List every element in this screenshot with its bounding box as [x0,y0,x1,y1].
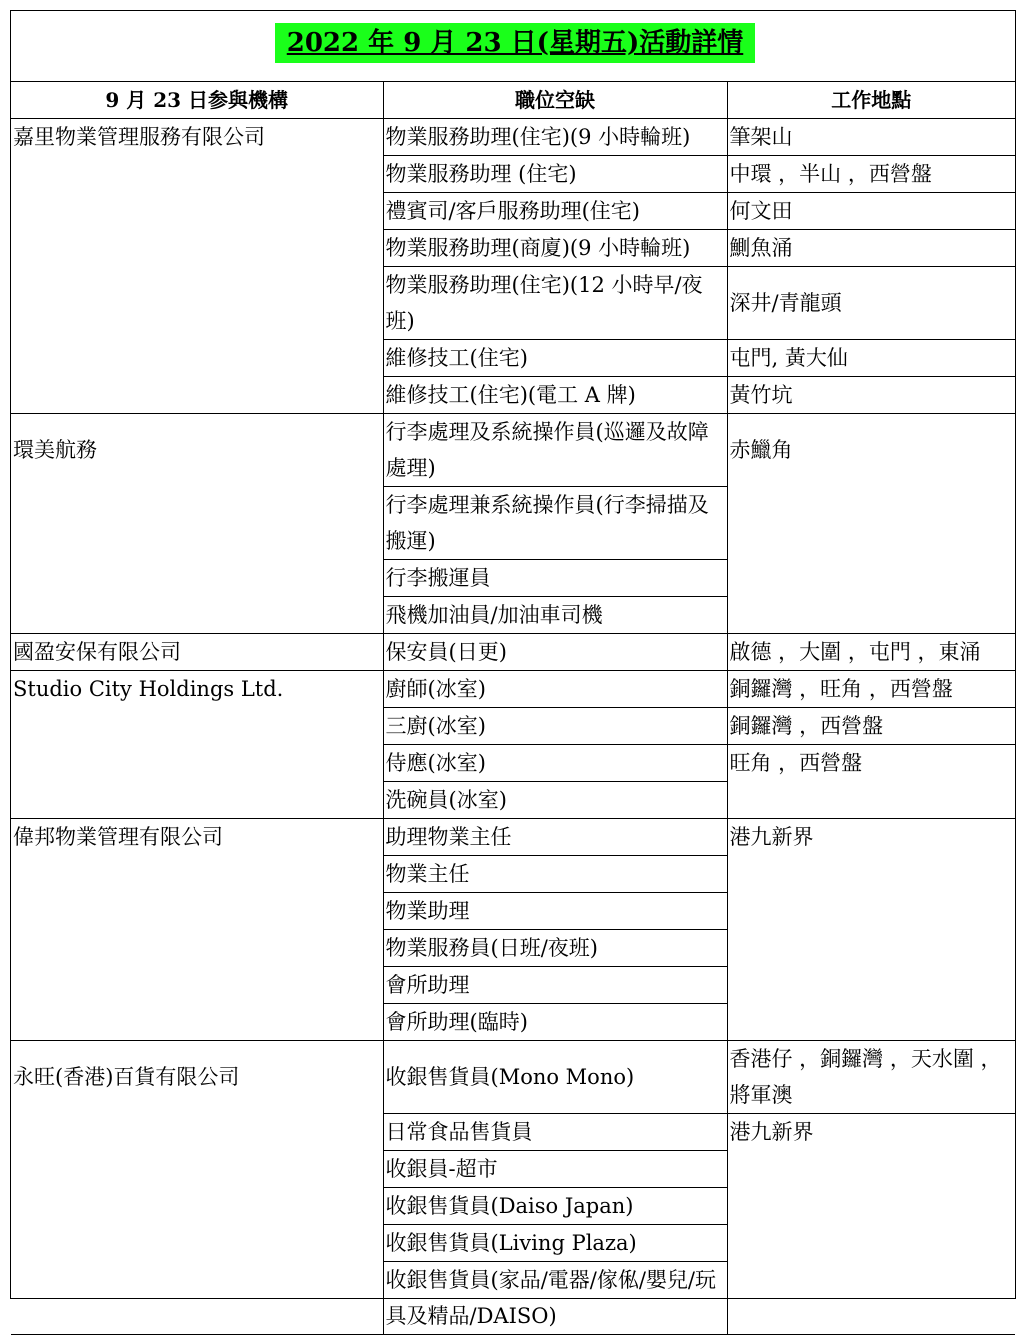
vacancy-cell: 行李處理兼系統操作員(行李掃描及搬運) [383,487,727,560]
organization-label: 環美航務 [13,438,97,462]
vacancy-cell: 助理物業主任 [383,819,727,856]
location-cell: 深井/青龍頭 [727,267,1015,340]
location-cell: 啟德 ，大圍 ，屯門 ，東涌 [727,634,1015,671]
organization-cell [11,414,383,634]
location-cell [727,414,1015,634]
location-cell: 銅鑼灣 ，旺角 ，西營盤 [727,671,1015,708]
vacancy-cell: 收銀售貨員(Living Plaza) [383,1225,727,1262]
location-cell: 鰂魚涌 [727,230,1015,267]
vacancy-cell: 會所助理 [383,967,727,1004]
vacancy-cell: 收銀員-超市 [383,1151,727,1188]
vacancy-cell: 禮賓司/客戶服務助理(住宅) [383,193,727,230]
vacancy-cell: 侍應(冰室) [383,745,727,782]
page-title: 2022 年 9 月 23 日(星期五)活動詳情 [275,23,755,63]
vacancy-cell: 收銀售貨員(Mono Mono) [383,1041,727,1114]
header-row [11,82,1015,119]
table-row [11,414,1015,487]
vacancy-cell: 行李處理及系統操作員(巡邏及故障處理) [383,414,727,487]
location-cell: 港九新界 [727,819,1015,1041]
vacancy-cell: 會所助理(臨時) [383,1004,727,1041]
organization-cell: 偉邦物業管理有限公司 [11,819,383,1041]
organization-cell: Studio City Holdings Ltd. [11,671,383,819]
location-cell: 黃竹坑 [727,377,1015,414]
table-row [11,634,1015,671]
vacancy-cell: 洗碗員(冰室) [383,782,727,819]
table-row [11,1041,1015,1114]
vacancy-cell: 物業服務助理 (住宅) [383,156,727,193]
organization-cell [11,1041,383,1335]
location-cell: 何文田 [727,193,1015,230]
vacancy-cell: 物業助理 [383,893,727,930]
vacancy-cell: 飛機加油員/加油車司機 [383,597,727,634]
vacancy-cell: 物業服務助理(商廈)(9 小時輪班) [383,230,727,267]
vacancy-cell: 物業主任 [383,856,727,893]
vacancy-cell: 三廚(冰室) [383,708,727,745]
organization-cell: 嘉里物業管理服務有限公司 [11,119,383,414]
location-label: 赤鱲角 [729,438,793,462]
location-cell: 銅鑼灣 ，西營盤 [727,708,1015,745]
location-cell: 筆架山 [727,119,1015,156]
organization-label: 永旺(香港)百貨有限公司 [13,1065,240,1089]
table-row [11,819,1015,856]
organization-cell: 國盈安保有限公司 [11,634,383,671]
vacancy-cell: 行李搬運員 [383,560,727,597]
event-sheet [10,10,1016,1328]
vacancy-cell: 物業服務助理(住宅)(9 小時輪班) [383,119,727,156]
vacancy-cell: 日常食品售貨員 [383,1114,727,1151]
location-cell: 香港仔 ，銅鑼灣 ，天水圍 ，將軍澳 [727,1041,1015,1114]
location-cell: 中環 ，半山 ，西營盤 [727,156,1015,193]
vacancy-cell: 物業服務助理(住宅)(12 小時早/夜班) [383,267,727,340]
table-row [11,119,1015,156]
jobs-table [11,81,1015,1335]
table-row [11,671,1015,708]
vacancy-cell: 收銀售貨員(Daiso Japan) [383,1188,727,1225]
header-location: 工作地點 [727,82,1015,119]
location-cell: 港九新界 [727,1114,1015,1335]
location-cell: 旺角 ，西營盤 [727,745,1015,819]
vacancy-cell: 保安員(日更) [383,634,727,671]
header-vacancy: 職位空缺 [383,82,727,119]
vacancy-cell: 維修技工(住宅) [383,340,727,377]
header-organization: 9 月 23 日参與機構 [11,82,383,119]
vacancy-cell: 收銀售貨員(家品/電器/傢俬/嬰兒/玩具及精品/DAISO) [383,1262,727,1335]
vacancy-cell: 物業服務員(日班/夜班) [383,930,727,967]
vacancy-cell: 維修技工(住宅)(電工 A 牌) [383,377,727,414]
title-row [11,11,1015,82]
vacancy-cell: 廚師(冰室) [383,671,727,708]
location-cell: 屯門, 黃大仙 [727,340,1015,377]
